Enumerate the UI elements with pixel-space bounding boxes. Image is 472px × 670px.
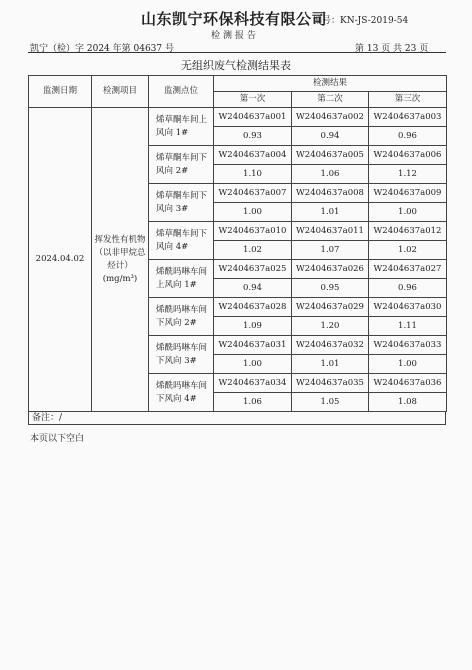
- value-cell: 1.02: [214, 241, 292, 260]
- sample-id-cell: W2404637a002: [292, 108, 369, 127]
- sample-id-cell: W2404637a007: [214, 184, 292, 203]
- sample-id-cell: W2404637a001: [214, 108, 292, 127]
- sample-id-cell: W2404637a010: [214, 222, 292, 241]
- page-info: 第 13 页 共 23 页: [355, 44, 429, 54]
- sample-id-cell: W2404637a025: [214, 260, 292, 279]
- value-cell: 1.02: [369, 241, 447, 260]
- sample-id-cell: W2404637a034: [214, 374, 292, 393]
- value-cell: 1.09: [214, 317, 292, 336]
- sample-id-cell: W2404637a032: [292, 336, 369, 355]
- sample-id-cell: W2404637a011: [292, 222, 369, 241]
- value-cell: 1.01: [292, 203, 369, 222]
- header-divider: [28, 52, 446, 53]
- value-cell: 1.06: [292, 165, 369, 184]
- point-cell: 烯酰吗啉车间下风向 4#: [149, 374, 214, 412]
- value-cell: 1.00: [214, 203, 292, 222]
- point-cell: 烯草酮车间上风向 1#: [149, 108, 214, 146]
- sample-id-cell: W2404637a027: [369, 260, 447, 279]
- sample-id-cell: W2404637a004: [214, 146, 292, 165]
- header-date: 监测日期: [29, 76, 92, 108]
- date-cell: 2024.04.02: [29, 108, 92, 412]
- sample-id-cell: W2404637a003: [369, 108, 447, 127]
- sample-id-cell: W2404637a005: [292, 146, 369, 165]
- value-cell: 0.93: [214, 127, 292, 146]
- sample-id-cell: W2404637a012: [369, 222, 447, 241]
- point-cell: 烯酰吗啉车间下风向 2#: [149, 298, 214, 336]
- header-item: 检测项目: [92, 76, 149, 108]
- value-cell: 0.95: [292, 279, 369, 298]
- value-cell: 0.96: [369, 279, 447, 298]
- value-cell: 1.00: [214, 355, 292, 374]
- sample-id-cell: W2404637a031: [214, 336, 292, 355]
- value-cell: 0.94: [214, 279, 292, 298]
- value-cell: 1.10: [214, 165, 292, 184]
- header-second: 第二次: [292, 92, 369, 108]
- point-cell: 烯酰吗啉车间上风向 1#: [149, 260, 214, 298]
- value-cell: 0.94: [292, 127, 369, 146]
- item-cell: 挥发性有机物（以非甲烷总烃计）(mg/m³): [92, 108, 149, 412]
- sample-id-cell: W2404637a035: [292, 374, 369, 393]
- point-cell: 烯草酮车间下风向 3#: [149, 184, 214, 222]
- header-point: 监测点位: [149, 76, 214, 108]
- table-title: 无组织废气检测结果表: [181, 59, 291, 72]
- value-cell: 1.08: [369, 393, 447, 412]
- document-number: 编号：KN-JS-2019-54: [313, 16, 409, 26]
- sample-id-cell: W2404637a028: [214, 298, 292, 317]
- sample-id-cell: W2404637a026: [292, 260, 369, 279]
- point-cell: 烯草酮车间下风向 2#: [149, 146, 214, 184]
- blank-note: 本页以下空白: [30, 434, 85, 444]
- sample-id-cell: W2404637a008: [292, 184, 369, 203]
- value-cell: 1.06: [214, 393, 292, 412]
- header-third: 第三次: [369, 92, 447, 108]
- point-cell: 烯草酮车间下风向 4#: [149, 222, 214, 260]
- value-cell: 1.00: [369, 203, 447, 222]
- value-cell: 1.01: [292, 355, 369, 374]
- point-cell: 烯酰吗啉车间下风向 3#: [149, 336, 214, 374]
- company-name: 山东凯宁环保科技有限公司: [141, 10, 328, 28]
- sample-id-cell: W2404637a036: [369, 374, 447, 393]
- sample-id-cell: W2404637a029: [292, 298, 369, 317]
- sample-id-cell: W2404637a033: [369, 336, 447, 355]
- value-cell: 1.07: [292, 241, 369, 260]
- sample-id-cell: W2404637a006: [369, 146, 447, 165]
- sample-id-cell: W2404637a009: [369, 184, 447, 203]
- report-subtitle: 检测报告: [211, 31, 260, 41]
- sample-id-cell: W2404637a030: [369, 298, 447, 317]
- value-cell: 1.05: [292, 393, 369, 412]
- table-row: [29, 108, 447, 127]
- value-cell: 0.96: [369, 127, 447, 146]
- value-cell: 1.20: [292, 317, 369, 336]
- header-first: 第一次: [214, 92, 292, 108]
- results-table: [28, 75, 447, 412]
- header-results: 检测结果: [214, 76, 447, 92]
- value-cell: 1.00: [369, 355, 447, 374]
- value-cell: 1.12: [369, 165, 447, 184]
- remark: 备注：/: [28, 411, 446, 425]
- value-cell: 1.11: [369, 317, 447, 336]
- report-number: 凯宁（检）字 2024 年第 04637 号: [30, 44, 174, 54]
